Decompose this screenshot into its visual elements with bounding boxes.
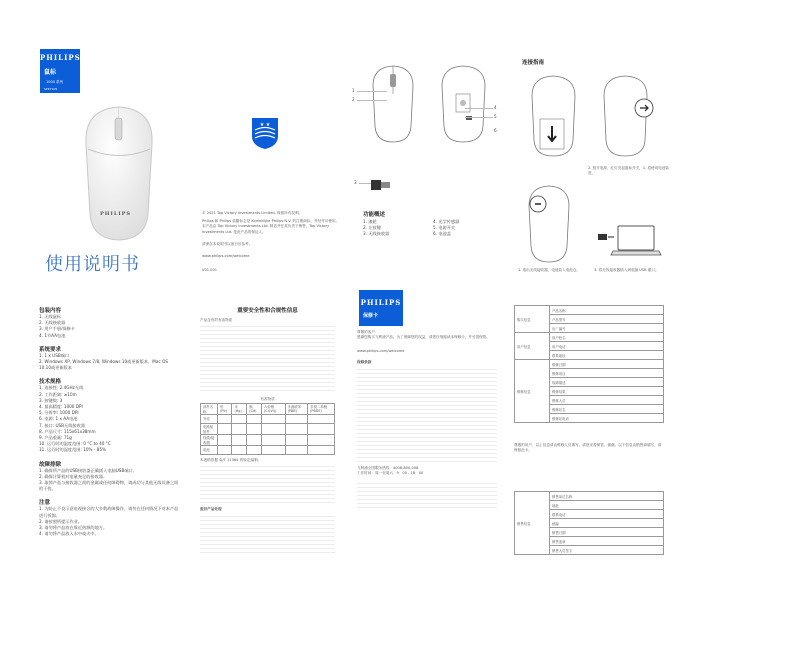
- cover-model-line: 1000 系列: [46, 80, 64, 84]
- card-field[interactable]: 联系地址: [550, 351, 664, 360]
- copyright-text: © 2021 Top Victory Investments Limited. 保留所有权利。: [202, 211, 303, 215]
- manual-title: 使用说明书: [45, 254, 140, 275]
- hazard-row-label: 线缆/接收器: [201, 434, 218, 445]
- card-field[interactable]: 故障描述: [550, 378, 664, 387]
- step3-illustration: [524, 184, 574, 264]
- hazard-header: 镉 (Cd): [247, 403, 262, 414]
- disposal-title: 废旧产品处理: [200, 507, 222, 512]
- mouse-top-view: [368, 64, 418, 144]
- trouble-item: 3. 取掉产品与接收器之间的金属或任何障碍物，请成功与其他无线设备之间的干扰。: [39, 480, 179, 492]
- mouse-illustration: [74, 104, 164, 244]
- note-item: 4. 请勿将产品放入水中或火中。: [39, 531, 99, 537]
- spec-item: 1. 连接性: 2.4GHz无线: [39, 385, 84, 391]
- note-title: 注意: [39, 500, 51, 507]
- spec-item: 8. 产品尺寸: 115x61x38mm: [39, 428, 96, 434]
- trouble-item: 2. 确保计算机对电量充足的接收器。: [39, 473, 108, 479]
- hazard-table-title: 有害物质: [260, 397, 275, 402]
- packing-item: 3. 用户手册/保修卡: [39, 326, 76, 332]
- sysreq-item: 1. 1 x USB端口: [39, 352, 70, 358]
- usb-receiver-image: [370, 178, 392, 192]
- hazard-row-label: 电路板组件: [201, 423, 218, 434]
- mouse-brand-print: PHILIPS: [100, 211, 132, 217]
- overview-item: 4. 光学传感器: [433, 219, 460, 224]
- hazard-table: [200, 403, 335, 455]
- warranty-panel: [345, 290, 510, 630]
- callout-5: 5: [494, 114, 497, 119]
- warranty-terms-title: 保修条款: [357, 360, 372, 365]
- card-field[interactable]: 地址: [550, 501, 664, 510]
- callout-4: 4: [494, 105, 497, 110]
- card-section1: 购买信息: [515, 306, 550, 333]
- hazard-header: 汞 (Hg): [232, 403, 247, 414]
- card-field[interactable]: 邮编: [550, 519, 664, 528]
- spec-item: 3. 按键数: 3: [39, 397, 63, 403]
- card-field[interactable]: 维修人员: [550, 396, 664, 405]
- card-field[interactable]: 销售单位名称: [550, 492, 664, 501]
- warranty-brand: PHILIPS: [360, 298, 402, 307]
- trouble-title: 故障排除: [39, 461, 62, 468]
- card-field[interactable]: 产品型号: [550, 315, 664, 324]
- hazard-table-footer: 本表格依据 SJ/T 11364 的规定编制。: [200, 457, 262, 462]
- safety-intro: 产品含有的有害物质: [200, 318, 233, 322]
- spec-item: 9. 产品重量: 71g: [39, 435, 72, 441]
- warranty-badge: 保修卡: [363, 313, 379, 319]
- step2-illustration: [598, 74, 658, 159]
- hazard-header: 六价铬 (Cr(VI)): [261, 403, 285, 414]
- callout-6: 6: [494, 128, 497, 133]
- card-field[interactable]: 出厂编号: [550, 324, 664, 333]
- packing-item: 1. 无线鼠标: [39, 314, 62, 319]
- overview-panel: [345, 44, 510, 281]
- website-link[interactable]: www.philips.com/welcome: [202, 254, 250, 258]
- packing-item: 4. 1节AA电池: [39, 332, 66, 338]
- overview-item: 2. 左按键: [363, 225, 381, 231]
- warranty-body: 感谢您购买飞利浦产品。为了保障您的权益，请您仔细阅读本保修卡，并妥善保管。: [357, 335, 490, 340]
- spec-item: 5. 分辨率: 1000 DPI: [39, 410, 79, 416]
- overview-item: 5. 电源开关: [433, 225, 456, 231]
- hazard-row-label: 外壳: [201, 414, 218, 423]
- mouse-bottom-view: [436, 64, 491, 144]
- hazard-header: 部件名称: [201, 403, 218, 414]
- hazard-row-label: 电池: [201, 445, 218, 454]
- specs-panel: [29, 300, 191, 630]
- card-field[interactable]: 用户姓名: [550, 333, 664, 342]
- overview-item: 3. 无线接收器: [363, 231, 390, 237]
- note-item: 3. 请勿将产品放在靠近热源的地方。: [39, 525, 108, 531]
- safety-title: 重要安全性和合规性信息: [237, 308, 298, 314]
- note-item: 2. 请按照所提示作业。: [39, 518, 83, 524]
- card-field[interactable]: 销售人员签字: [550, 546, 664, 555]
- card-table-top: [514, 305, 664, 423]
- card-section3: 维修信息: [515, 360, 550, 423]
- card-notice: 尊敬的用户，以上信息请由维修人员填写，请您妥善保管，谢谢。以下信息由销售商填写，请保留此卡。: [514, 443, 662, 453]
- philips-shield-icon: [250, 116, 280, 150]
- spec-item: 2. 工作距离: ≥10m: [39, 391, 77, 397]
- callout-2: 2: [352, 97, 355, 102]
- inner-left-panel: [190, 44, 345, 281]
- hazard-header: 多溴联苯 (PBB): [285, 403, 308, 414]
- sysreq-title: 系统要求: [39, 346, 62, 353]
- warranty-service-line: 飞利浦全国服务热线：4008-800-008: [357, 465, 419, 470]
- card-field[interactable]: 产品名称: [550, 306, 664, 315]
- version-label: V01.001: [202, 268, 218, 272]
- callout-1: 1: [352, 88, 355, 93]
- cover-panel: [29, 44, 191, 281]
- cover-brand-block: [40, 49, 80, 93]
- card-table-bottom: [514, 491, 664, 555]
- trademark-text: Philips 和 Philips 盾徽标志是 Koninklijke Philips N.V. 的注册商标，并经许可使用。本产品由 Top Victory Investments Ltd. 制造并在其负责下销售，Top Victory Investments Ltd. 是此产品的保证人。: [202, 219, 340, 234]
- connect-step1-caption: 1. 取出无线接收器，电池装入电池仓。: [518, 268, 581, 272]
- cover-model-code: SPK7105: [44, 87, 58, 91]
- spec-item: 6. 电源: 1 x AA电池: [39, 416, 78, 422]
- laptop-illustration: [596, 222, 666, 262]
- cover-product-name: 鼠标: [44, 69, 57, 76]
- specs-title: 技术规格: [39, 379, 62, 386]
- card-field[interactable]: 维修站电话: [550, 414, 664, 423]
- card-field[interactable]: 销售盖章: [550, 537, 664, 546]
- keep-manual-note: 请保存本说明书以备日后参考。: [202, 242, 253, 246]
- warranty-hours: 工作时间：周一至周六，9：00 - 18：00: [357, 471, 424, 476]
- warranty-site[interactable]: www.philips.com/welcome: [357, 348, 405, 353]
- cover-brand-logo: PHILIPS: [40, 53, 81, 62]
- card-field[interactable]: 联系电话: [550, 510, 664, 519]
- trouble-item: 1. 确保所产品的USB接收器正确插入电脑USB端口。: [39, 467, 137, 473]
- spec-item: 11. 运行时的湿度范围: 10% - 85%: [39, 447, 107, 453]
- note-item: 1. 为防止不良示意电视接合的大多数故障操作，请勿在任何情况下对本产品进行拆卸。: [39, 506, 179, 518]
- packing-title: 包装内容: [39, 308, 62, 314]
- card-field[interactable]: 销售日期: [550, 528, 664, 537]
- card-field[interactable]: 维修站名: [550, 405, 664, 414]
- card-field[interactable]: 用户电话: [550, 342, 664, 351]
- card-section2: 用户信息: [515, 333, 550, 360]
- safety-panel: [190, 300, 345, 630]
- overview-list: [363, 219, 503, 238]
- connect-title: 连接指南: [522, 60, 545, 66]
- hazard-header: 铅 (Pb): [218, 403, 232, 414]
- card-field[interactable]: 维修项目: [550, 369, 664, 378]
- connect-step2-caption: 2. 按开电源，红灯亮起鼠标开关，1. 将使用电池装进。: [588, 166, 670, 176]
- overview-item: 1. 滚轮: [363, 219, 377, 224]
- sysreq-item: 2. Windows XP, Windows 7/8, Windows 10或更新版本，Mac OS 10.10或更新版本: [39, 359, 169, 371]
- callout-3: 3: [354, 180, 357, 185]
- warranty-brand-block: [359, 290, 403, 326]
- card-field[interactable]: 维修结果: [550, 387, 664, 396]
- card-section4: 销售信息: [515, 492, 550, 555]
- overview-title: 功能概述: [363, 212, 386, 218]
- warranty-greeting: 尊敬的客户：: [357, 330, 379, 334]
- spec-item: 10. 运行时的温度范围: 0 °C to 40 °C: [39, 441, 111, 447]
- svg-text:★ ★: ★ ★: [259, 122, 271, 128]
- hazard-header: 多溴二苯醚 (PBDE): [308, 403, 335, 414]
- spec-item: 7. 接口: USB无线接收器: [39, 422, 85, 428]
- card-panel: [510, 305, 676, 630]
- card-field[interactable]: 维修日期: [550, 360, 664, 369]
- packing-item: 2. 无线接收器: [39, 320, 66, 326]
- connect-panel: [510, 44, 676, 281]
- step1-illustration: [526, 74, 581, 159]
- spec-item: 4. 最高精度: 1000 DPI: [39, 404, 83, 410]
- overview-item: 6. 电池盖: [433, 231, 451, 237]
- connect-step3-caption: 3. 将无线接收器插入到电脑 USB 端口。: [594, 268, 659, 272]
